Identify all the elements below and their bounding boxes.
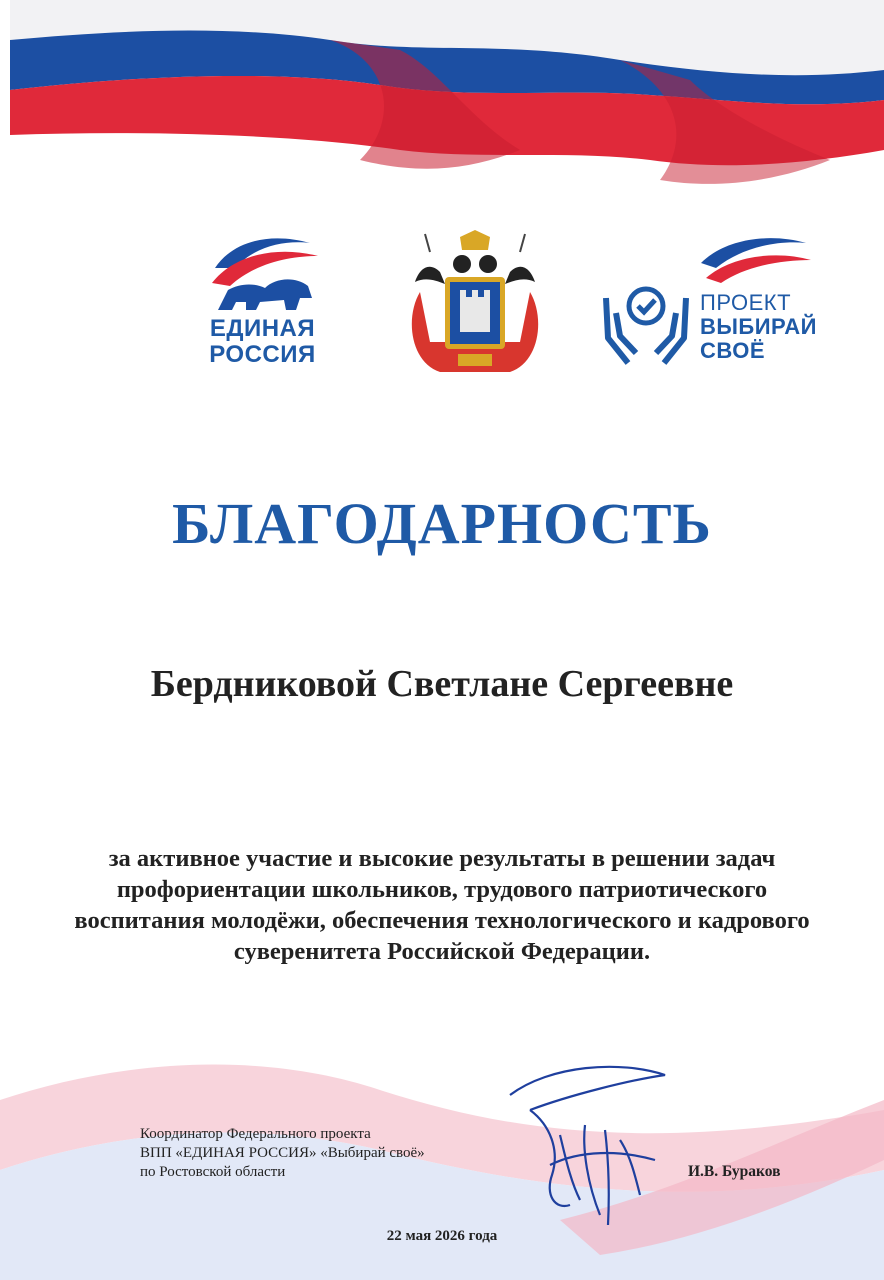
signer-position-line3: по Ростовской области <box>140 1164 286 1180</box>
signer-name: И.В. Бураков <box>688 1163 781 1180</box>
bear-flag-icon <box>200 228 325 316</box>
certificate-title: БЛАГОДАРНОСТЬ <box>172 491 712 556</box>
handwritten-signature <box>490 1055 690 1235</box>
project-logo-line2: ВЫБИРАЙ <box>700 314 817 339</box>
party-logo-line2: РОССИЯ <box>209 341 316 368</box>
project-logo-line1: ПРОЕКТ <box>700 290 792 315</box>
project-logo-line3: СВОЁ <box>700 338 766 363</box>
party-logo <box>200 228 325 378</box>
party-logo-line1: ЕДИНАЯ <box>209 315 316 342</box>
coat-of-arms-icon <box>400 222 550 382</box>
signer-position <box>140 1125 500 1182</box>
award-reason: за активное участие и высокие результаты в решении задач профориентации школьников, трудового патриотического воспитания молодёжи, обеспечения технологического и кадрового суверенитета Российской Федерации. <box>74 845 810 965</box>
signer-position-line1: Координатор Федерального проекта <box>140 1126 371 1142</box>
signer-position-line2: ВПП «ЕДИНАЯ РОССИЯ» «Выбирай своё» <box>140 1145 425 1161</box>
issue-date: 22 мая 2026 года <box>386 1228 498 1244</box>
project-logo <box>596 228 826 378</box>
recipient-name: Бердниковой Светлане Сергеевне <box>150 663 734 705</box>
flag-ribbon-top <box>0 0 884 210</box>
